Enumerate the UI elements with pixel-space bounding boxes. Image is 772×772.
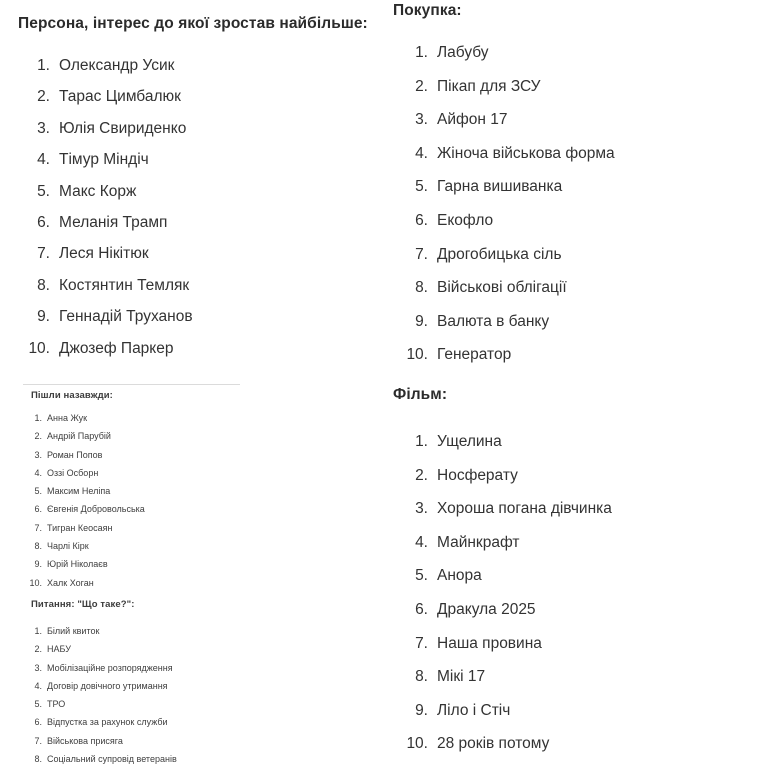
item-number: 6.	[37, 213, 50, 231]
item-number: 8.	[34, 541, 42, 552]
item-text: Євгенія Добровольська	[47, 504, 145, 515]
item-number: 2.	[37, 88, 50, 106]
item-number: 9.	[37, 308, 50, 326]
item-number: 9.	[415, 701, 428, 719]
list-item	[0, 151, 193, 182]
list-item	[0, 308, 193, 339]
list-item	[20, 413, 145, 431]
list-item	[386, 346, 615, 380]
item-text: Тімур Міндіч	[59, 151, 149, 169]
item-text: Наша провина	[437, 634, 542, 652]
list-item	[0, 214, 193, 245]
item-text: Чарлі Кірк	[47, 541, 89, 552]
item-text: Тарас Цимбалюк	[59, 88, 181, 106]
item-number: 4.	[34, 467, 42, 478]
item-number: 6.	[415, 600, 428, 618]
item-number: 10.	[29, 577, 42, 588]
item-number: 3.	[415, 500, 428, 518]
item-text: Ущелина	[437, 433, 502, 450]
what-is-list	[20, 626, 177, 772]
list-item	[386, 433, 612, 467]
item-number: 5.	[34, 699, 42, 710]
list-item	[20, 450, 145, 468]
list-item	[0, 245, 193, 276]
film-section-title: Фільм:	[393, 386, 448, 403]
item-number: 2.	[415, 77, 428, 95]
list-item	[20, 736, 177, 754]
list-item	[0, 88, 193, 119]
list-item	[386, 668, 612, 702]
item-text: Військова присяга	[47, 735, 123, 746]
item-text: Соціальний супровід ветеранів	[47, 754, 177, 765]
item-text: Договір довічного утримання	[47, 680, 168, 691]
item-text: Генератор	[437, 346, 512, 364]
persona-section-title: Персона, інтерес до якої зростав найбільше:	[18, 15, 368, 32]
list-item	[386, 246, 615, 280]
item-text: Хороша погана дівчинка	[437, 500, 612, 518]
item-number: 1.	[34, 413, 42, 423]
list-item	[20, 431, 145, 449]
item-number: 3.	[415, 111, 428, 129]
list-item	[386, 212, 615, 246]
item-number: 1.	[37, 57, 50, 74]
list-item	[386, 178, 615, 212]
gone-forever-section-title: Пішли назавжди:	[31, 390, 113, 401]
item-text: Юлія Свириденко	[59, 119, 187, 137]
list-item	[20, 754, 177, 772]
item-number: 4.	[37, 151, 50, 169]
item-number: 5.	[34, 486, 42, 497]
item-text: Андрій Парубій	[47, 431, 111, 442]
item-text: ТРО	[47, 699, 66, 710]
list-item	[20, 523, 145, 541]
list-item	[20, 504, 145, 522]
item-text: Анора	[437, 567, 482, 585]
item-text: Джозеф Паркер	[59, 339, 174, 357]
list-item	[386, 44, 615, 78]
item-number: 4.	[34, 680, 42, 691]
item-number: 1.	[34, 626, 42, 636]
list-item	[20, 681, 177, 699]
list-item	[0, 120, 193, 151]
item-number: 3.	[34, 662, 42, 673]
item-number: 8.	[415, 279, 428, 297]
list-item	[20, 578, 145, 596]
list-item	[20, 486, 145, 504]
item-text: Ліло і Стіч	[437, 701, 511, 719]
item-number: 10.	[28, 339, 50, 357]
list-item	[20, 626, 177, 644]
item-number: 5.	[37, 182, 50, 200]
item-number: 7.	[37, 245, 50, 263]
item-number: 1.	[415, 433, 428, 450]
item-number: 6.	[34, 504, 42, 515]
list-item	[386, 735, 612, 769]
persona-list	[0, 57, 193, 371]
item-text: Геннадій Труханов	[59, 308, 193, 326]
item-number: 10.	[406, 735, 428, 753]
list-item	[20, 468, 145, 486]
item-text: Дрогобицька сіль	[437, 245, 562, 263]
list-item	[386, 601, 612, 635]
item-number: 4.	[415, 533, 428, 551]
item-text: Носферату	[437, 466, 518, 484]
item-number: 7.	[415, 245, 428, 263]
item-text: Роман Попов	[47, 449, 103, 460]
list-item	[386, 567, 612, 601]
list-item	[20, 541, 145, 559]
list-item	[386, 500, 612, 534]
item-text: 28 років потому	[437, 735, 550, 753]
item-text: НАБУ	[47, 644, 71, 655]
item-text: Меланія Трамп	[59, 213, 168, 231]
list-item	[20, 663, 177, 681]
item-number: 2.	[34, 431, 42, 442]
item-number: 8.	[415, 668, 428, 686]
item-number: 2.	[415, 466, 428, 484]
item-text: Юрій Ніколаєв	[47, 559, 108, 570]
item-text: Тигран Кеосаян	[47, 522, 113, 533]
item-number: 2.	[34, 644, 42, 655]
list-item	[20, 644, 177, 662]
list-item	[0, 277, 193, 308]
list-item	[386, 279, 615, 313]
section-divider	[23, 384, 240, 385]
item-text: Жіноча військова форма	[437, 144, 615, 162]
what-is-section-title: Питання: "Що таке?":	[31, 599, 135, 610]
film-list	[386, 433, 612, 769]
item-text: Мікі 17	[437, 668, 486, 686]
list-item	[0, 57, 193, 88]
list-item	[386, 78, 615, 112]
item-text: Відпустка за рахунок служби	[47, 717, 168, 728]
list-item	[386, 635, 612, 669]
item-text: Костянтин Темляк	[59, 276, 190, 294]
item-text: Максим Неліпа	[47, 486, 111, 497]
item-number: 6.	[415, 211, 428, 229]
item-number: 7.	[34, 735, 42, 746]
list-item	[0, 183, 193, 214]
item-text: Екофло	[437, 211, 494, 229]
item-number: 9.	[34, 559, 42, 570]
item-text: Оззі Осборн	[47, 467, 99, 478]
list-item	[20, 717, 177, 735]
item-number: 3.	[34, 449, 42, 460]
list-item	[386, 702, 612, 736]
item-number: 6.	[34, 717, 42, 728]
item-number: 5.	[415, 178, 428, 196]
item-text: Дракула 2025	[437, 600, 536, 618]
item-text: Айфон 17	[437, 111, 508, 129]
list-item	[20, 559, 145, 577]
item-number: 7.	[415, 634, 428, 652]
purchase-section-title: Покупка:	[393, 2, 462, 19]
item-text: Макс Корж	[59, 182, 137, 200]
item-number: 10.	[406, 346, 428, 364]
list-item	[386, 145, 615, 179]
list-item	[386, 313, 615, 347]
item-number: 1.	[415, 44, 428, 61]
item-number: 7.	[34, 522, 42, 533]
item-number: 9.	[415, 312, 428, 330]
item-number: 4.	[415, 144, 428, 162]
item-text: Олександр Усик	[59, 57, 175, 74]
item-text: Майнкрафт	[437, 533, 520, 551]
item-text: Білий квиток	[47, 626, 100, 636]
item-text: Військові облігації	[437, 279, 567, 297]
list-item	[0, 340, 193, 371]
item-text: Мобілізаційне розпорядження	[47, 662, 173, 673]
item-text: Халк Хоган	[47, 577, 94, 588]
item-text: Лабубу	[437, 44, 489, 61]
item-number: 8.	[37, 276, 50, 294]
item-number: 3.	[37, 119, 50, 137]
purchase-list	[386, 44, 615, 380]
list-item	[386, 534, 612, 568]
item-text: Гарна вишиванка	[437, 178, 563, 196]
gone-forever-list	[20, 413, 145, 596]
list-item	[20, 699, 177, 717]
item-text: Валюта в банку	[437, 312, 550, 330]
item-number: 5.	[415, 567, 428, 585]
list-item	[386, 111, 615, 145]
item-number: 8.	[34, 754, 42, 765]
item-text: Леся Нікітюк	[59, 245, 149, 263]
item-text: Пікап для ЗСУ	[437, 77, 541, 95]
list-item	[386, 467, 612, 501]
item-text: Анна Жук	[47, 413, 88, 423]
